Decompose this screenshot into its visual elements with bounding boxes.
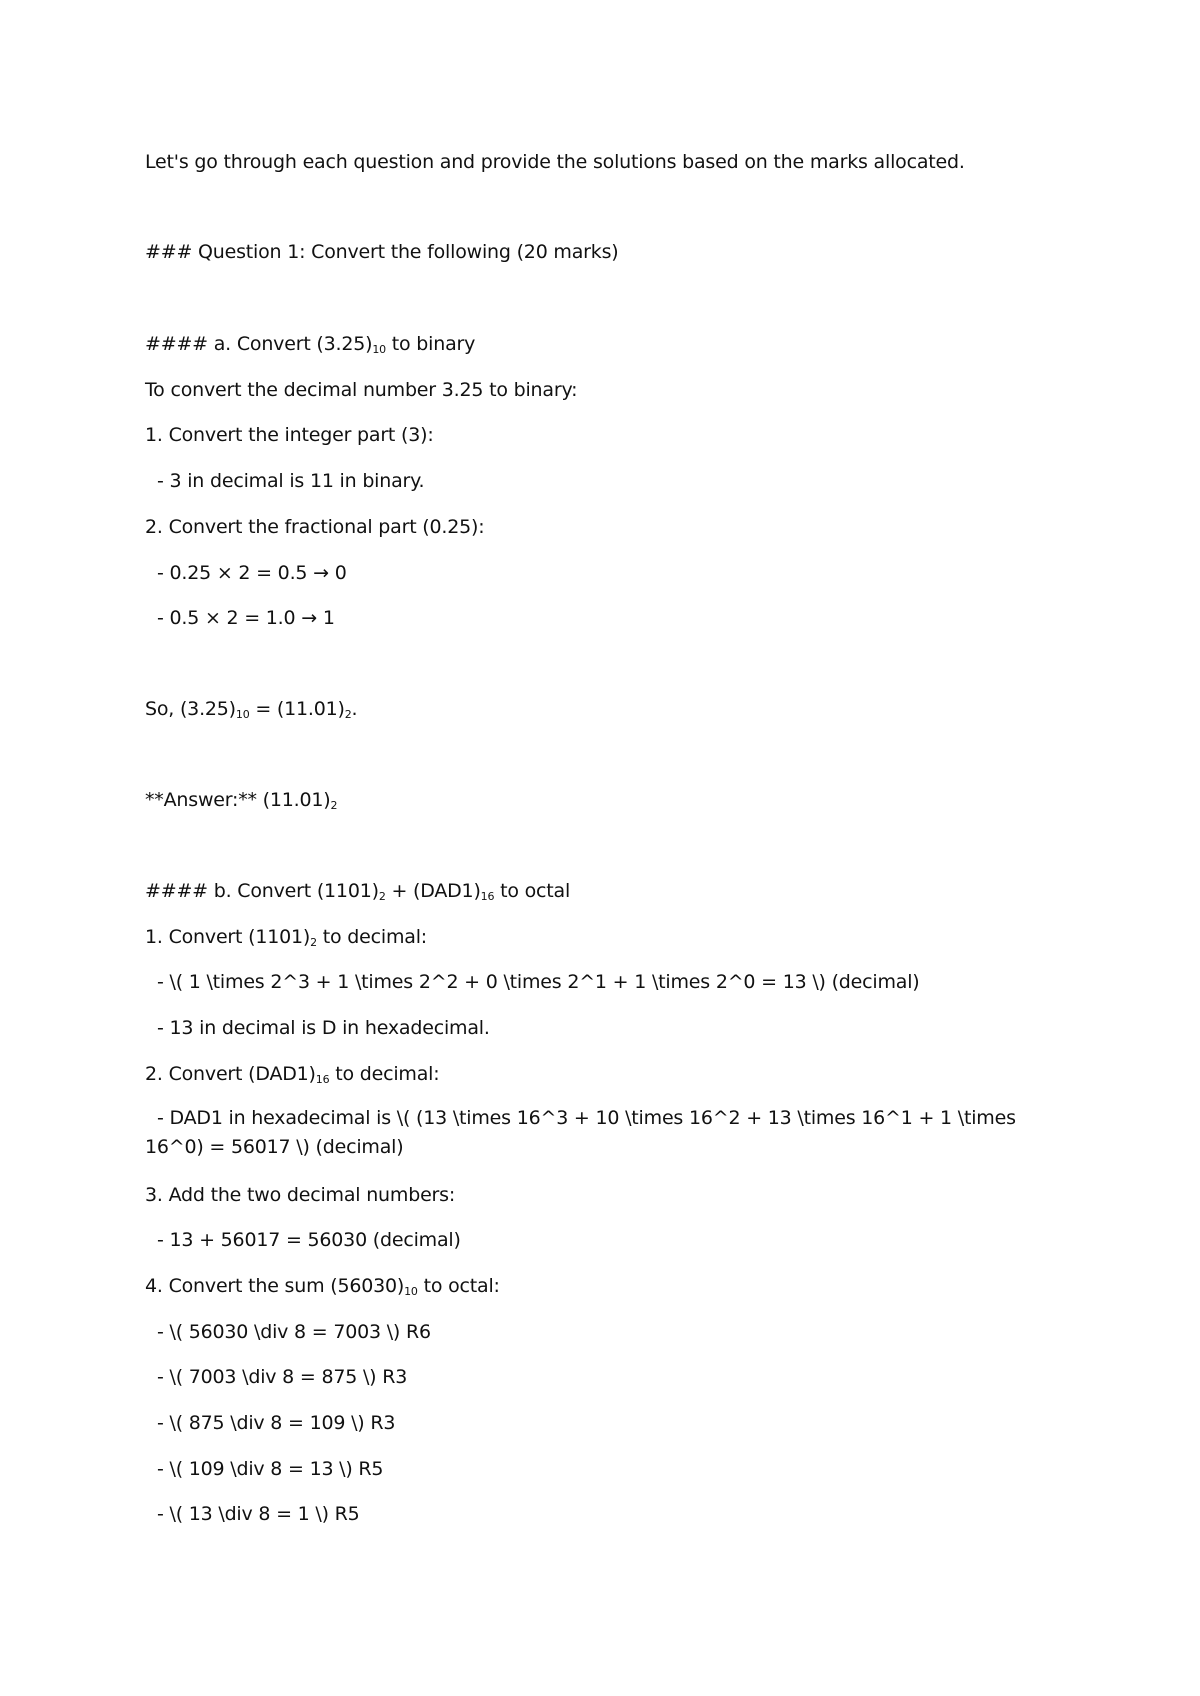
part-b-step-4-bullet-2: - \( 7003 \div 8 = 875 \) R3 [157,1366,408,1388]
part-b-step-2-bullet-1: - DAD1 in hexadecimal is \( (13 \times 16^3 + 10 \times 16^2 + 13 \times 16^1 + 1 \times 16^0) = 56017 \) (decimal) [145,1107,1016,1158]
part-b-step-2: 2. Convert $(DAD1)_{16}$ to decimal: [145,1063,440,1086]
part-b-step-4: 4. Convert the sum $(56030)_{10}$ to octal: [145,1275,500,1298]
part-a-step-2-bullet-1: - 0.25 × 2 = 0.5 → 0 [157,562,347,584]
intro-text: Let's go through each question and provide the solutions based on the marks allocated. [145,151,965,173]
part-a-lead: To convert the decimal number 3.25 to binary: [145,379,578,401]
part-b-step-3-bullet-1: - 13 + 56017 = 56030 (decimal) [157,1229,461,1251]
part-b-step-1-bullet-1: - \( 1 \times 2^3 + 1 \times 2^2 + 0 \times 2^1 + 1 \times 2^0 = 13 \) (decimal) [157,971,920,993]
part-b-step-4-bullet-5: - \( 13 \div 8 = 1 \) R5 [157,1503,360,1525]
part-b-step-1: 1. Convert $(1101)_2$ to decimal: [145,926,427,949]
part-b-step-3: 3. Add the two decimal numbers: [145,1184,456,1206]
part-a-step-1-bullet-1: - 3 in decimal is 11 in binary. [157,470,425,492]
part-a-step-2-bullet-2: - 0.5 × 2 = 1.0 → 1 [157,607,335,629]
part-b-step-4-bullet-4: - \( 109 \div 8 = 13 \) R5 [157,1458,384,1480]
part-b-heading: #### b. Convert $(1101)_2 + (DAD1)_{16}$ to octal [145,880,571,903]
part-a-answer: **Answer:** $(11.01)_2$ [145,789,338,812]
part-a-conclusion: So, $(3.25)_{10} = (11.01)_2$. [145,698,358,721]
part-b-step-1-bullet-2: - 13 in decimal is D in hexadecimal. [157,1017,490,1039]
part-a-step-1: 1. Convert the integer part (3): [145,424,434,446]
question-1-heading: ### Question 1: Convert the following (20 marks) [145,241,619,263]
part-a-heading: #### a. Convert $(3.25)_{10}$ to binary [145,333,476,356]
part-b-step-4-bullet-3: - \( 875 \div 8 = 109 \) R3 [157,1412,396,1434]
part-a-step-2: 2. Convert the fractional part (0.25): [145,516,485,538]
part-b-step-4-bullet-1: - \( 56030 \div 8 = 7003 \) R6 [157,1321,431,1343]
